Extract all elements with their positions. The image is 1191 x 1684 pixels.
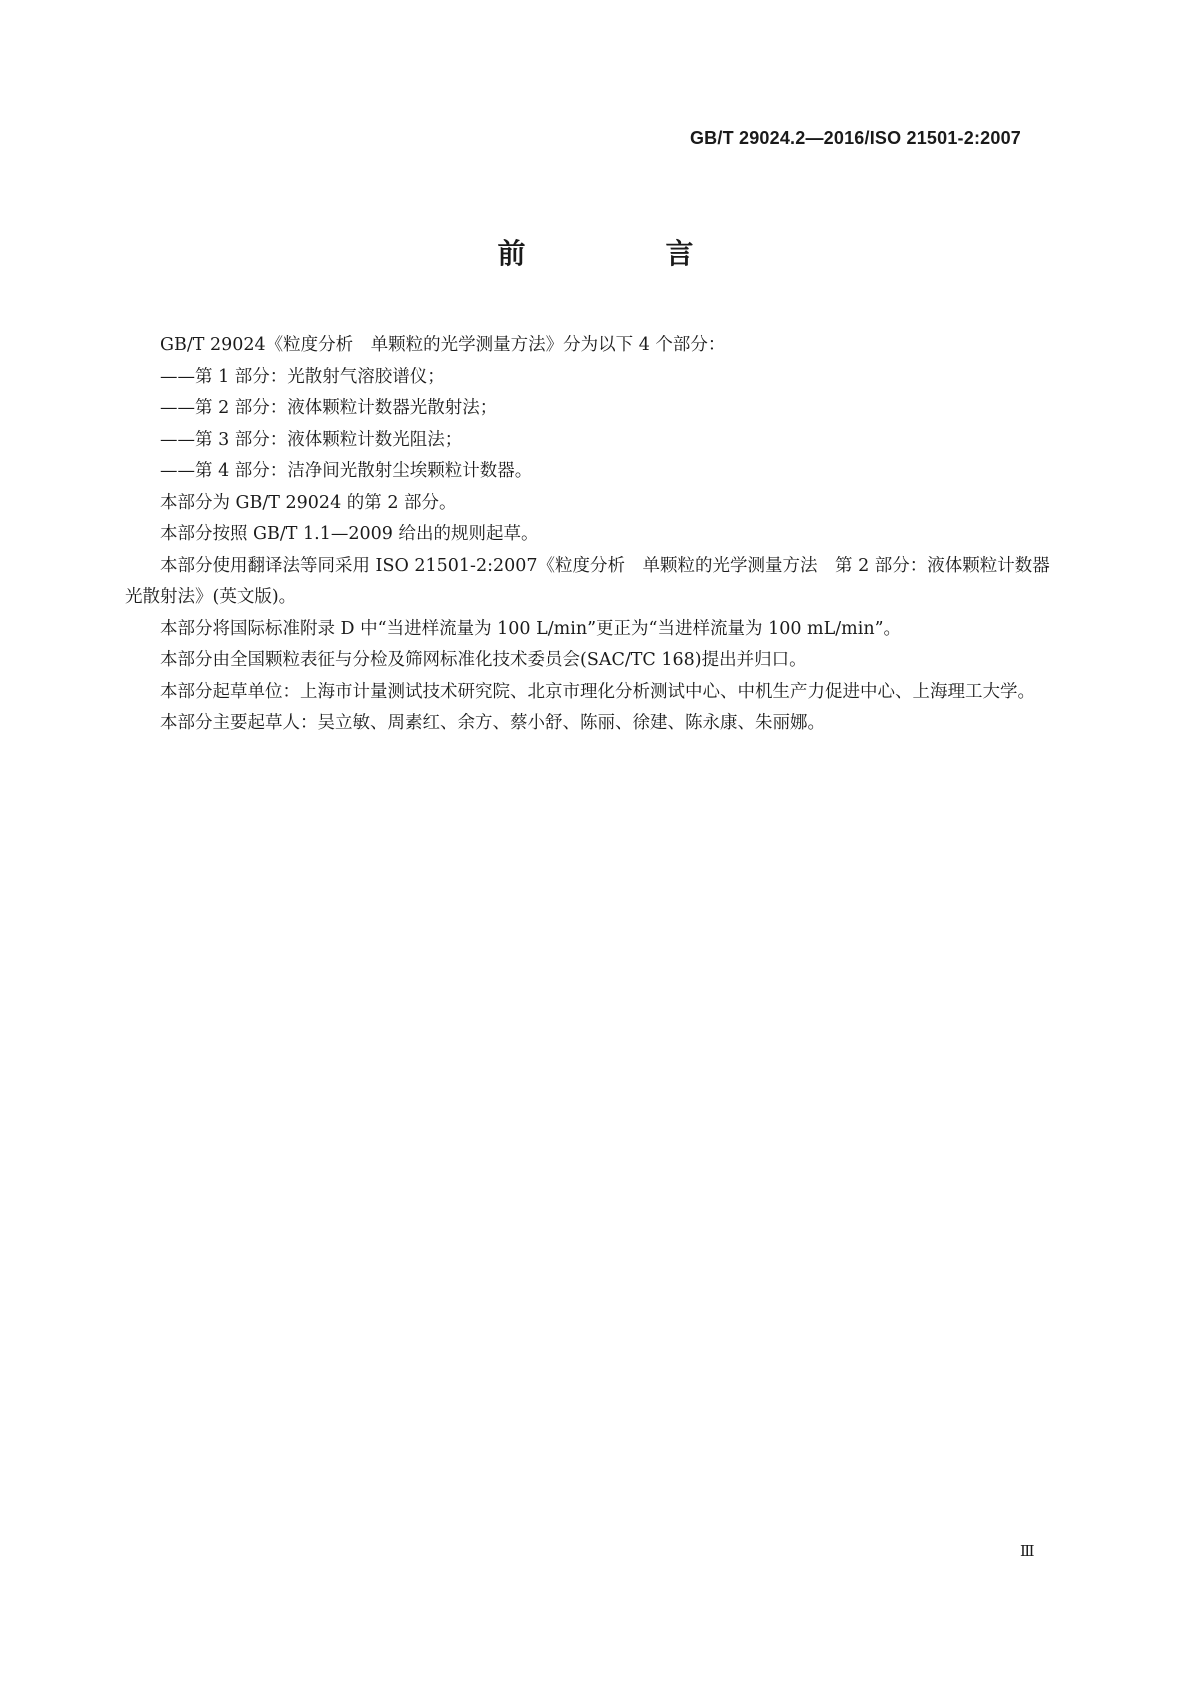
paragraph-correction: 本部分将国际标准附录 D 中“当进样流量为 100 L/min”更正为“当进样流量为 100 mL/min”。 bbox=[160, 618, 902, 639]
paragraph-drafters: 本部分主要起草人：吴立敏、周素红、余方、蔡小舒、陈丽、徐建、陈永康、朱丽娜。 bbox=[160, 713, 825, 733]
standard-code-header: GB/T 29024.2—2016/ISO 21501-2:2007 bbox=[689, 128, 1021, 148]
paragraph-adoption: 本部分使用翻译法等同采用 ISO 21501-2:2007《粒度分析 单颗粒的光学测量方法 第 2 部分：液体颗粒计数器光散射法》(英文版)。 bbox=[125, 555, 1050, 607]
paragraph-part-statement: 本部分为 GB/T 29024 的第 2 部分。 bbox=[160, 492, 457, 513]
page-title: 前 言 bbox=[497, 237, 750, 270]
paragraph-proposer: 本部分由全国颗粒表征与分检及筛网标准化技术委员会(SAC/TC 168)提出并归口。 bbox=[160, 650, 807, 670]
list-item-part-1: ——第 1 部分：光散射气溶胶谱仪； bbox=[160, 366, 445, 387]
list-item-part-3: ——第 3 部分：液体颗粒计数光阻法； bbox=[160, 429, 463, 450]
list-item-part-2: ——第 2 部分：液体颗粒计数器光散射法； bbox=[160, 398, 498, 418]
paragraph-intro: GB/T 29024《粒度分析 单颗粒的光学测量方法》分为以下 4 个部分： bbox=[160, 335, 726, 355]
paragraph-drafting-units: 本部分起草单位：上海市计量测试技术研究院、北京市理化分析测试中心、中机生产力促进中心、上海理工大学。 bbox=[160, 681, 1035, 702]
paragraph-drafting-rules: 本部分按照 GB/T 1.1—2009 给出的规则起草。 bbox=[160, 524, 539, 544]
document-body bbox=[125, 330, 1065, 740]
list-item-part-4: ——第 4 部分：洁净间光散射尘埃颗粒计数器。 bbox=[160, 461, 533, 481]
page-number: Ⅲ bbox=[1020, 1542, 1035, 1560]
